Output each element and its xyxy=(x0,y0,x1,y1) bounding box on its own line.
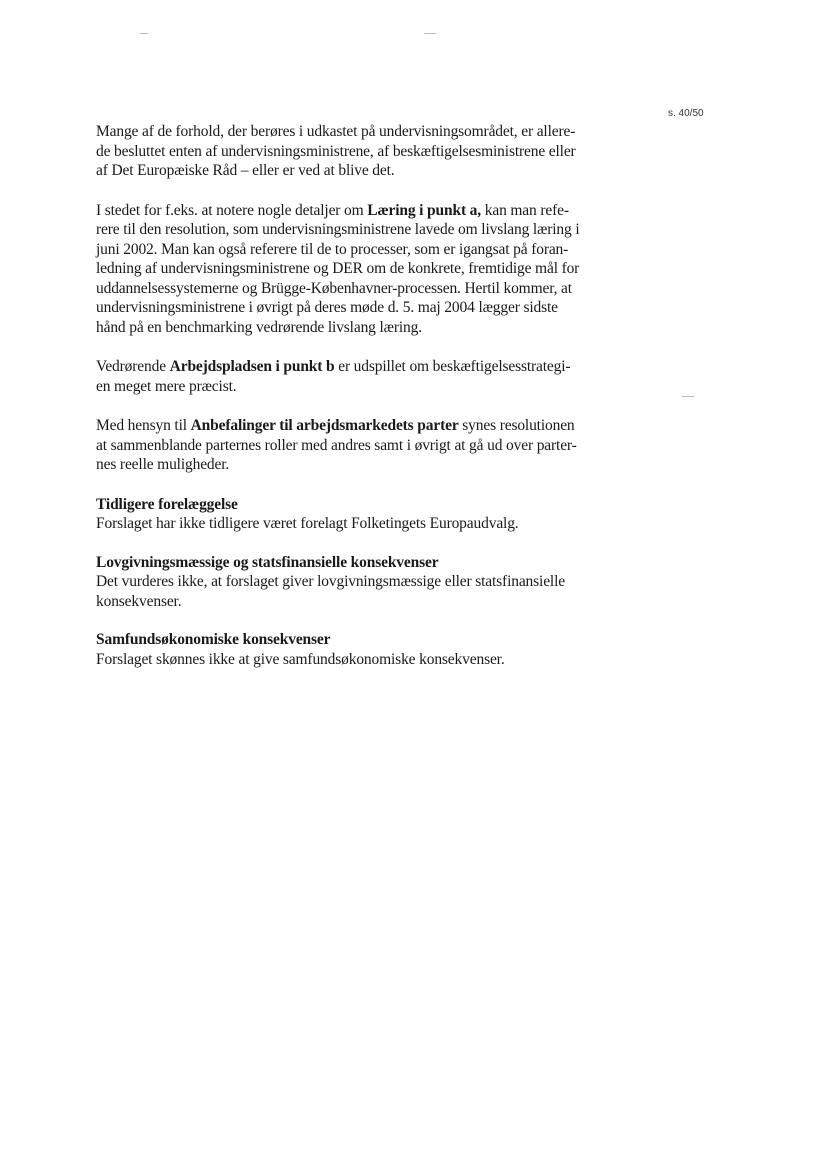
text-line: undervisningsministrene i øvrigt på deres møde d. 5. maj 2004 lægger sidste xyxy=(96,299,558,316)
bold-term: Arbejdspladsen i punkt b xyxy=(169,358,335,375)
section-heading: Tidligere forelæggelse xyxy=(96,495,238,513)
section-heading: Lovgivningsmæssige og statsfinansielle konsekvenser xyxy=(96,553,439,571)
paragraph-4 xyxy=(96,416,632,475)
section-samfundsokonomi xyxy=(96,630,632,669)
text-line xyxy=(96,201,632,221)
text-line: ledning af undervisningsministrene og DER om de konkrete, fremtidige mål for xyxy=(96,260,580,277)
text-line: juni 2002. Man kan også referere til de to processer, som er igangsat på foran- xyxy=(96,240,569,258)
text-line: Forslaget har ikke tidligere været forelagt Folketingets Europaudvalg. xyxy=(96,515,519,532)
scan-mark xyxy=(424,33,436,34)
text-line: Mange af de forhold, der berøres i udkastet på undervisningsområdet, er allere- xyxy=(96,123,576,140)
bold-term: Læring i punkt a, xyxy=(367,201,482,219)
text-line: en meget mere præcist. xyxy=(96,377,237,395)
section-lovgivning xyxy=(96,553,632,612)
bold-term: Anbefalinger til arbejdsmarkedets parter xyxy=(190,417,459,434)
section-heading: Samfundsøkonomiske konsekvenser xyxy=(96,631,331,648)
paragraph-3 xyxy=(96,357,632,396)
section-tidligere-forelaeggelse xyxy=(96,495,632,534)
text-line: at sammenblande parternes roller med andres samt i øvrigt at gå ud over parter- xyxy=(96,436,577,454)
text-line: hånd på en benchmarking vedrørende livslang læring. xyxy=(96,318,422,336)
scan-mark xyxy=(140,33,148,34)
text-line: Forslaget skønnes ikke at give samfundsøkonomiske konsekvenser. xyxy=(96,650,505,668)
text-line: konsekvenser. xyxy=(96,592,182,610)
text-line: nes reelle muligheder. xyxy=(96,456,230,473)
scan-mark xyxy=(682,396,694,397)
document-body xyxy=(96,122,632,688)
text-run: Vedrørende xyxy=(96,358,170,375)
text-line: uddannelsessystemerne og Brügge-Københavner-processen. Hertil kommer, at xyxy=(96,279,572,297)
text-run: kan man refe- xyxy=(481,201,569,219)
text-line xyxy=(96,416,632,436)
text-line: rere til den resolution, som undervisningsministrene lavede om livslang læring i xyxy=(96,221,580,238)
paragraph-1 xyxy=(96,122,632,181)
paragraph-2 xyxy=(96,201,632,338)
text-line: Det vurderes ikke, at forslaget giver lovgivningsmæssige eller statsfinansielle xyxy=(96,573,565,590)
text-line xyxy=(96,357,632,377)
text-run: I stedet for f.eks. at notere nogle detaljer om xyxy=(96,201,368,219)
page-number: s. 40/50 xyxy=(668,108,704,119)
text-run: synes resolutionen xyxy=(458,417,575,434)
text-line: de besluttet enten af undervisningsministrene, af beskæftigelsesministrene eller xyxy=(96,142,576,160)
text-run: Med hensyn til xyxy=(96,417,191,434)
text-run: er udspillet om beskæftigelsesstrategi- xyxy=(334,358,571,375)
text-line: af Det Europæiske Råd – eller er ved at blive det. xyxy=(96,162,395,179)
